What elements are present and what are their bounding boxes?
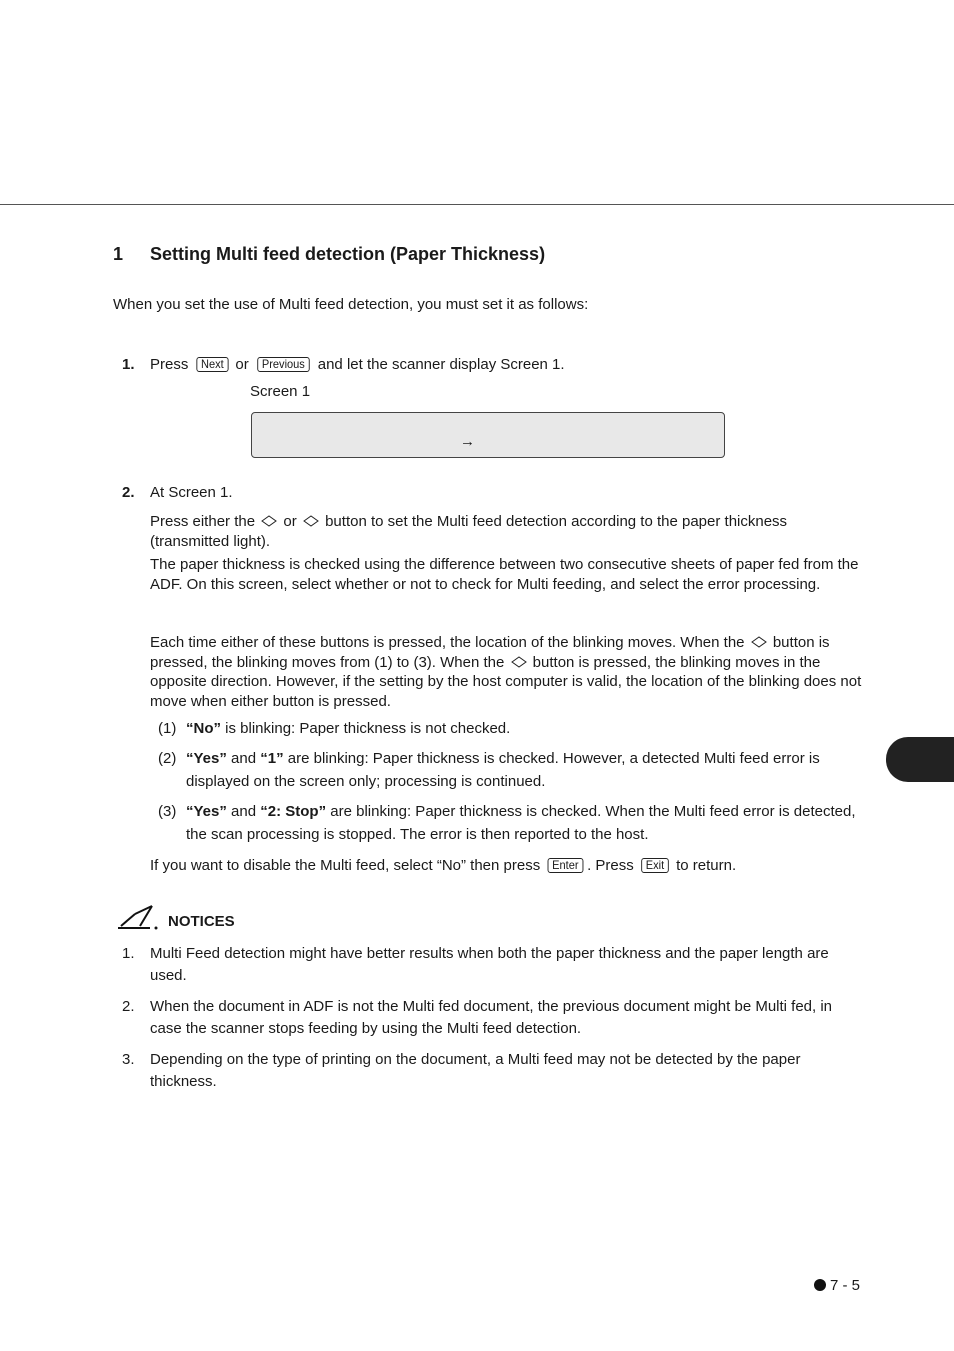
option-text: and xyxy=(226,750,261,767)
option-text: is blinking: Paper thickness is not checked. xyxy=(221,720,511,737)
para-text: Press either the xyxy=(150,513,256,530)
para-text: or xyxy=(283,513,297,530)
option-label: (1) xyxy=(158,720,177,737)
page-number xyxy=(814,1277,860,1294)
pencil-note-icon xyxy=(116,904,160,930)
arrow-icon: → xyxy=(460,433,475,450)
option-2 xyxy=(158,747,862,793)
option-value: “2: Stop” xyxy=(260,803,327,820)
option-3 xyxy=(158,800,862,846)
step-2-heading: At Screen 1. xyxy=(150,484,233,501)
section-title: Setting Multi feed detection (Paper Thickness) xyxy=(150,244,546,264)
notice-number: 3. xyxy=(122,1051,135,1068)
step-number: 2. xyxy=(122,484,135,501)
para-text: . Press xyxy=(587,857,634,874)
option-1 xyxy=(158,717,862,740)
para-text: to return. xyxy=(676,857,737,874)
next-key: Next xyxy=(196,357,228,372)
option-value: “No” xyxy=(186,720,221,737)
enter-key: Enter xyxy=(548,858,584,873)
step-1-text xyxy=(150,356,565,373)
page-number-text: 7 - 5 xyxy=(830,1277,861,1294)
intro-text: When you set the use of Multi feed detection, you must set it as follows: xyxy=(113,296,589,313)
down-diamond-icon xyxy=(303,515,319,527)
down-diamond-icon xyxy=(511,656,527,668)
up-diamond-icon xyxy=(751,636,767,648)
para-text: button to set the Multi feed detection according to the paper thickness (transmitted light). xyxy=(150,513,788,550)
disable-instruction xyxy=(150,857,736,874)
lcd-screen xyxy=(251,412,725,458)
step-2 xyxy=(122,484,135,501)
para-text: button is pressed, the blinking moves from (1) to (3). When the xyxy=(150,634,830,671)
notice-number: 2. xyxy=(122,998,135,1015)
section-heading xyxy=(113,244,545,265)
option-value: “1” xyxy=(260,750,284,767)
option-value: “Yes” xyxy=(186,750,227,767)
para-text: button is pressed, the blinking moves in the opposite direction. However, if the setting by the host computer is valid, the location of the blinking does not move when either button is pressed. xyxy=(150,653,862,710)
option-text: and xyxy=(226,803,261,820)
screen-label: Screen 1 xyxy=(250,383,311,400)
step-number: 1. xyxy=(122,356,135,373)
bullet-icon xyxy=(814,1279,826,1291)
option-value: “Yes” xyxy=(186,803,227,820)
para-text: Each time either of these buttons is pressed, the location of the blinking moves. When the xyxy=(150,634,745,651)
notice-number: 1. xyxy=(122,945,135,962)
step-text: Press xyxy=(150,356,189,373)
header-rule xyxy=(0,204,954,205)
option-label: (2) xyxy=(158,750,177,767)
notice-item xyxy=(122,996,862,1040)
option-text: are blinking: Paper thickness is checked. When the Multi feed error is detected, the scan processing is stopped. The error is then reported to the host. xyxy=(186,803,856,843)
previous-key: Previous xyxy=(257,357,309,372)
step-1 xyxy=(122,356,135,373)
notice-text: When the document in ADF is not the Multi fed document, the previous document might be Multi fed, in case the scanner stops feeding by using the Multi feed detection. xyxy=(150,998,833,1037)
para-text: If you want to disable the Multi feed, select “No” then press xyxy=(150,857,541,874)
notice-text: Multi Feed detection might have better results when both the paper thickness and the paper length are used. xyxy=(150,945,829,984)
option-label: (3) xyxy=(158,803,177,820)
notices-heading: NOTICES xyxy=(168,913,235,930)
step-2-para-1 xyxy=(150,512,862,551)
chapter-tab xyxy=(886,737,954,782)
notice-item xyxy=(122,943,862,987)
step-text: and let the scanner display Screen 1. xyxy=(317,356,565,373)
notice-text: Depending on the type of printing on the document, a Multi feed may not be detected by the paper thickness. xyxy=(150,1051,801,1090)
step-text: or xyxy=(235,356,249,373)
section-number: 1 xyxy=(113,244,124,264)
up-diamond-icon xyxy=(261,515,277,527)
option-text: are blinking: Paper thickness is checked. However, a detected Multi feed error is displayed on the screen only; processing is continued. xyxy=(186,750,820,790)
notice-item xyxy=(122,1049,862,1093)
exit-key: Exit xyxy=(641,858,669,873)
step-2-para-2: The paper thickness is checked using the difference between two consecutive sheets of paper fed from the ADF. On this screen, select whether or not to check for Multi feeding, and select the error processing. xyxy=(150,556,859,593)
step-2-para-3 xyxy=(150,633,862,711)
